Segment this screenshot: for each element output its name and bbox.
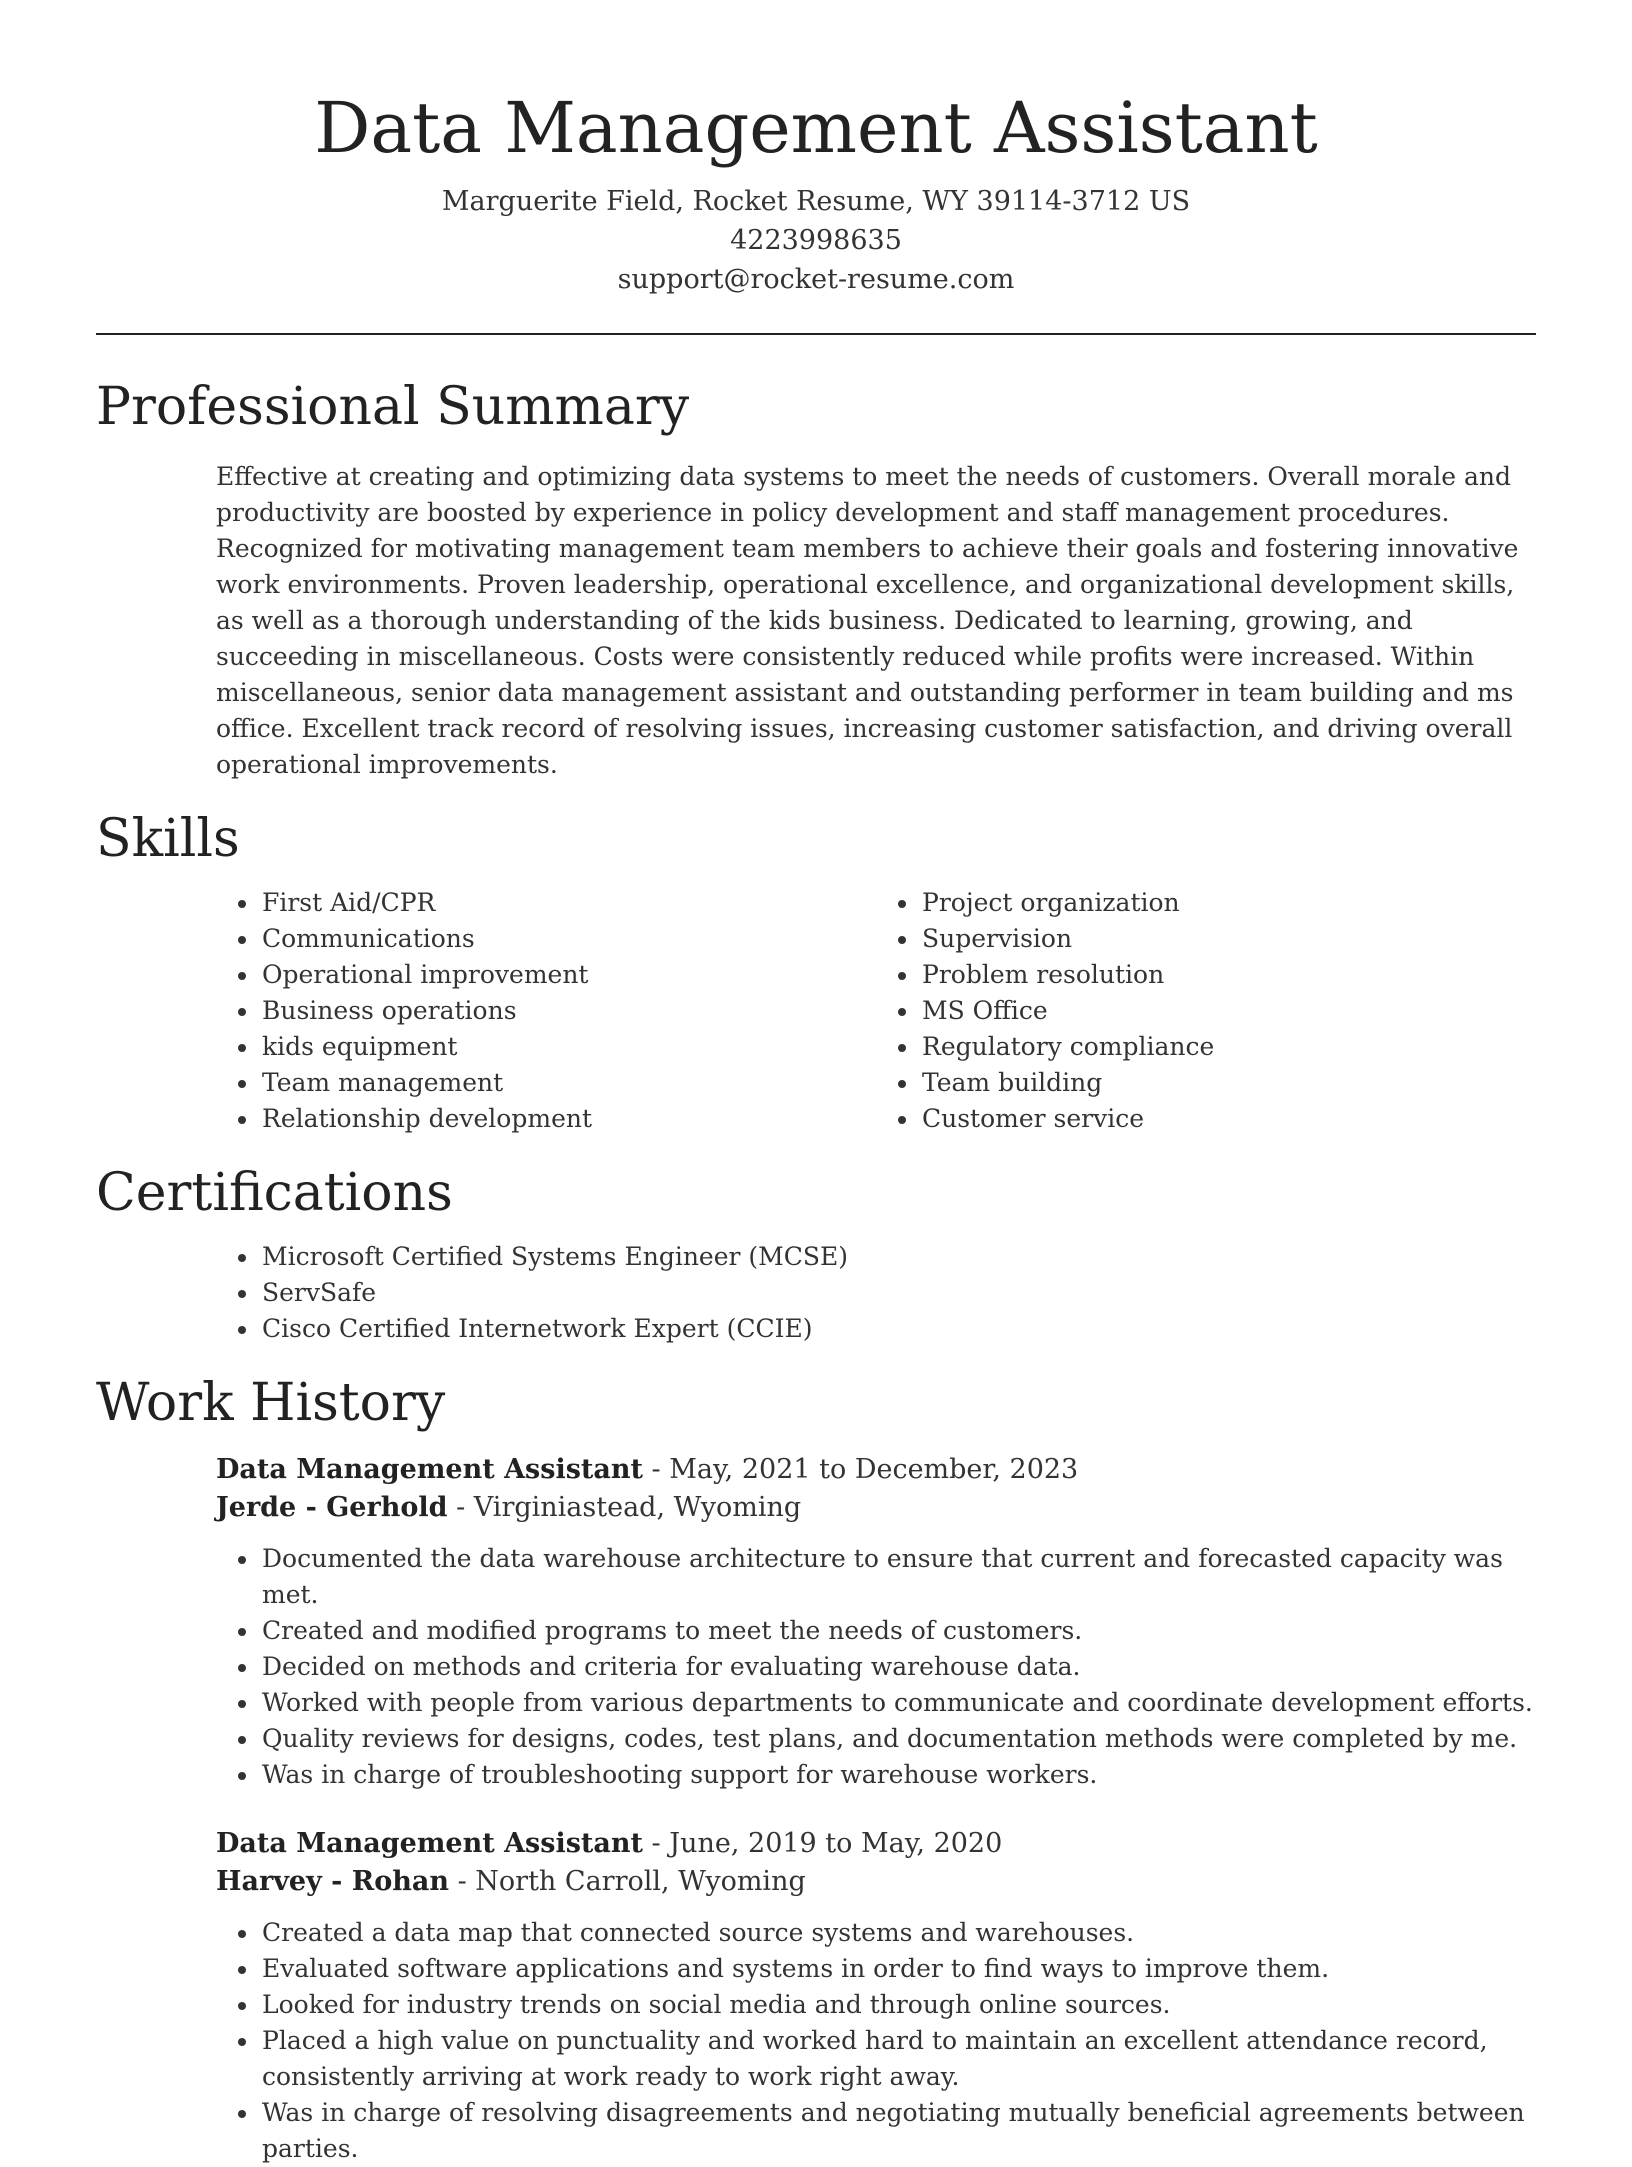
skill-item: • Project organization xyxy=(920,885,1536,921)
skill-item: • kids equipment xyxy=(260,1029,876,1065)
job-title-line: Data Management Assistant - May, 2021 to December, 2023 xyxy=(216,1454,1079,1485)
job-bullet: • Was in charge of resolving disagreements and negotiating mutually beneficial agreements between parties. xyxy=(260,2095,1536,2167)
summary-text: Effective at creating and optimizing data systems to meet the needs of customers. Overall morale and productivity are boosted by experience in policy development and staff management procedures. Recognized for motivating management team members to achieve their goals and fostering innovative work environments. Proven leadership, operational excellence, and organizational development skills, as well as a thorough understanding of the kids business. Dedicated to learning, growing, and succeeding in miscellaneous. Costs were consistently reduced while profits were increased. Within miscellaneous, senior data management assistant and outstanding performer in team building and ms office. Excellent track record of resolving issues, increasing customer satisfaction, and driving overall operational improvements. xyxy=(216,462,1519,779)
job-bullets xyxy=(216,1541,1536,1793)
skill-item: • Communications xyxy=(260,921,876,957)
skill-item: • MS Office xyxy=(920,993,1536,1029)
skill-item: • Business operations xyxy=(260,993,876,1029)
certification-item: • Microsoft Certified Systems Engineer (MCSE) xyxy=(260,1239,1536,1275)
job-dates: May, 2021 to December, 2023 xyxy=(669,1454,1079,1485)
email: support@rocket-resume.com xyxy=(617,264,1015,295)
job-bullet: • Looked for industry trends on social media and through online sources. xyxy=(260,1987,1536,2023)
job-bullet: • Worked with people from various departments to communicate and coordinate development efforts. xyxy=(260,1685,1536,1721)
skills-section xyxy=(96,807,1536,1137)
certification-item: • Cisco Certified Internetwork Expert (CCIE) xyxy=(260,1311,1536,1347)
skill-item: • First Aid/CPR xyxy=(260,885,876,921)
job-company-line: Jerde - Gerhold - Virginiastead, Wyoming xyxy=(216,1492,802,1523)
job-company: Harvey - Rohan xyxy=(216,1866,449,1897)
header-divider xyxy=(96,333,1536,335)
job-dates: June, 2019 to May, 2020 xyxy=(669,1828,1003,1859)
skill-item: • Supervision xyxy=(920,921,1536,957)
skill-item: • Customer service xyxy=(920,1101,1536,1137)
job-entry xyxy=(216,1451,1536,1793)
job-entry xyxy=(216,1825,1536,2167)
job-bullet: • Created a data map that connected source systems and warehouses. xyxy=(260,1915,1536,1951)
skill-item: • Relationship development xyxy=(260,1101,876,1137)
phone: 4223998635 xyxy=(730,225,902,256)
job-title: Data Management Assistant xyxy=(216,1828,643,1859)
skills-list-left xyxy=(216,885,876,1137)
work-history-section xyxy=(96,1371,1536,2167)
certification-item: • ServSafe xyxy=(260,1275,1536,1311)
summary-section xyxy=(96,375,1536,783)
skills-grid xyxy=(216,885,1536,1137)
address: Marguerite Field, Rocket Resume, WY 39114-3712 US xyxy=(441,186,1191,217)
job-bullets xyxy=(216,1915,1536,2167)
job-bullet: • Was in charge of troubleshooting support for warehouse workers. xyxy=(260,1757,1536,1793)
skills-list-right xyxy=(876,885,1536,1137)
job-company: Jerde - Gerhold xyxy=(216,1492,448,1523)
skill-item: • Problem resolution xyxy=(920,957,1536,993)
job-bullet: • Placed a high value on punctuality and worked hard to maintain an excellent attendance record, consistently arriving at work ready to work right away. xyxy=(260,2023,1536,2095)
job-bullet: • Decided on methods and criteria for evaluating warehouse data. xyxy=(260,1649,1536,1685)
skill-item: • Team building xyxy=(920,1065,1536,1101)
work-history-heading: Work History xyxy=(96,1373,446,1433)
skill-item: • Operational improvement xyxy=(260,957,876,993)
skills-heading: Skills xyxy=(96,809,240,869)
certifications-section xyxy=(96,1161,1536,1347)
job-bullet: • Evaluated software applications and systems in order to find ways to improve them. xyxy=(260,1951,1536,1987)
certifications-list xyxy=(216,1239,1536,1347)
job-title-line: Data Management Assistant - June, 2019 to May, 2020 xyxy=(216,1828,1003,1859)
job-bullet: • Quality reviews for designs, codes, test plans, and documentation methods were completed by me. xyxy=(260,1721,1536,1757)
skill-item: • Regulatory compliance xyxy=(920,1029,1536,1065)
job-bullet: • Documented the data warehouse architecture to ensure that current and forecasted capacity was met. xyxy=(260,1541,1536,1613)
contact-block xyxy=(96,182,1536,299)
summary-heading: Professional Summary xyxy=(96,377,690,437)
candidate-title: Data Management Assistant xyxy=(314,87,1318,169)
resume-header xyxy=(96,0,1536,299)
job-bullet: • Created and modified programs to meet the needs of customers. xyxy=(260,1613,1536,1649)
job-location: Virginiastead, Wyoming xyxy=(473,1492,802,1523)
job-location: North Carroll, Wyoming xyxy=(475,1866,806,1897)
certifications-heading: Certifications xyxy=(96,1163,453,1223)
skill-item: • Team management xyxy=(260,1065,876,1101)
job-title: Data Management Assistant xyxy=(216,1454,643,1485)
job-company-line: Harvey - Rohan - North Carroll, Wyoming xyxy=(216,1866,806,1897)
